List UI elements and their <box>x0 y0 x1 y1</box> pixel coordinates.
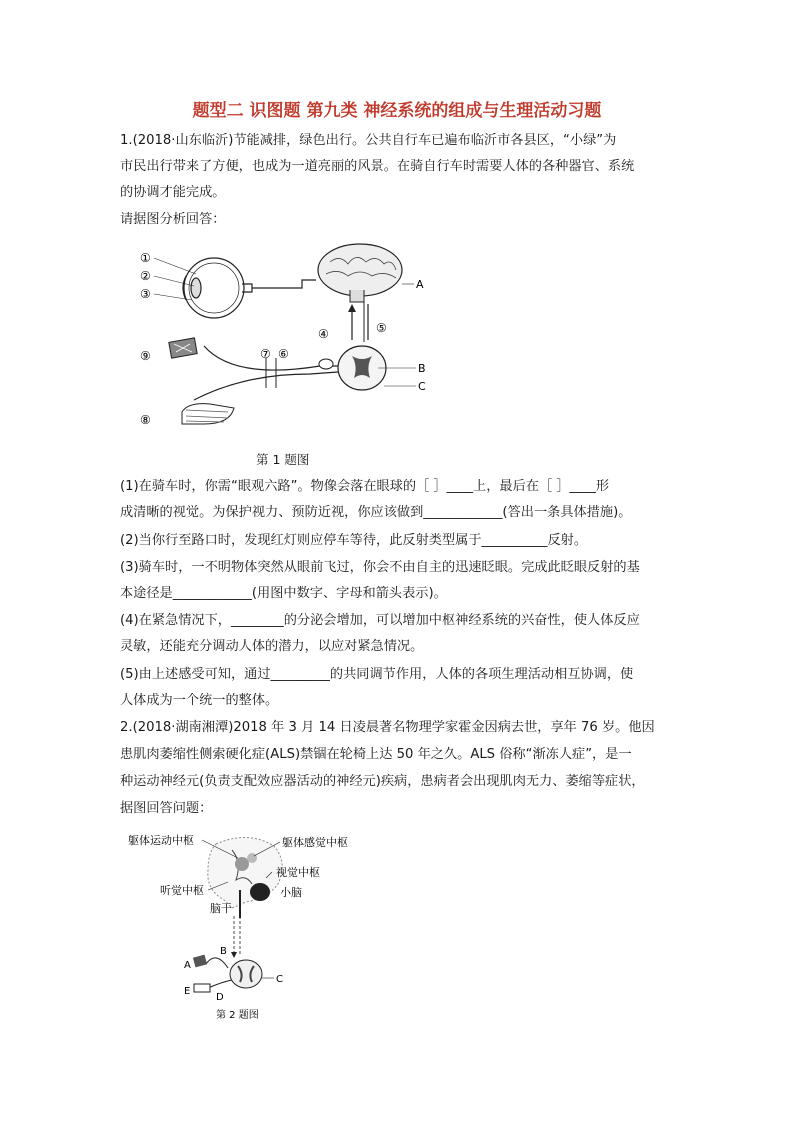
label-7: ⑦ <box>260 347 271 361</box>
label-brainstem: 脑干 <box>210 902 232 915</box>
label-A: A <box>184 960 191 971</box>
q1-sub1-line-1: (1)在骑车时，你需“眼观六路”。物像会落在眼球的［ ］____上，最后在［ ］____形 <box>120 479 610 494</box>
q2-prompt: 据图回答问题： <box>120 801 213 816</box>
q1-sub3-line-1: (3)骑车时，一不明物体突然从眼前飞过，你会不由自主的迅速眨眼。完成此眨眼反射的基 <box>120 560 640 575</box>
page-title: 题型二 识图题 第九类 神经系统的组成与生理活动习题 <box>192 101 602 121</box>
effector-muscle-figure <box>182 404 234 424</box>
label-E: E <box>184 986 191 997</box>
label-C: C <box>276 974 283 985</box>
label-motor-centre: 躯体运动中枢 <box>128 834 194 847</box>
receptor-skin-figure <box>169 338 197 358</box>
label-visual-centre: 视觉中枢 <box>276 866 320 879</box>
q1-text-line-1: 1.(2018·山东临沂)节能减排，绿色出行。公共自行车已遍布临沂市各县区，“小绿”为 <box>120 133 617 148</box>
reflex-arc-diagram <box>134 240 444 440</box>
label-auditory-centre: 听觉中枢 <box>160 884 204 897</box>
q2-text-line-1: 2.(2018·湖南湘潭)2018 年 3 月 14 日凌晨著名物理学家霍金因病去世，享年 76 岁。他因 <box>120 720 655 735</box>
q1-sub4-line-2: 灵敏，还能充分调动人体的潜力，以应对紧急情况。 <box>120 639 424 654</box>
eyeball-figure <box>183 258 252 318</box>
q1-text-line-3: 的协调才能完成。 <box>120 185 226 200</box>
label-D: D <box>216 992 224 1003</box>
label-1: ① <box>140 251 151 265</box>
label-8: ⑧ <box>140 413 151 427</box>
q1-sub2: (2)当你行至路口时，发现红灯则应停车等待，此反射类型属于__________反射。 <box>120 533 588 548</box>
q1-sub1-line-2: 成清晰的视觉。为保护视力、预防近视，你应该做到____________(答出一条具体措施)。 <box>120 505 632 520</box>
q1-sub5-line-1: (5)由上述感受可知，通过_________的共同调节作用，人体的各项生理活动相互协调，使 <box>120 667 634 682</box>
q1-text-line-2: 市民出行带来了方便，也成为一道亮丽的风景。在骑自行车时需要人体的各种器官、系统 <box>120 159 635 174</box>
q1-sub4-line-1: (4)在紧急情况下，________的分泌会增加，可以增加中枢神经系统的兴奋性，使人体反应 <box>120 613 640 628</box>
brain-centres-diagram <box>128 832 368 1022</box>
label-sensory-centre: 躯体感觉中枢 <box>282 836 348 849</box>
label-B: B <box>220 946 227 957</box>
q1-sub3-line-2: 本途径是____________(用图中数字、字母和箭头表示)。 <box>120 586 447 601</box>
q1-sub5-line-2: 人体成为一个统一的整体。 <box>120 693 279 708</box>
q1-prompt: 请据图分析回答： <box>120 212 226 227</box>
label-5: ⑤ <box>376 321 387 335</box>
figure-2-caption: 第 2 题图 <box>216 1010 259 1021</box>
label-9: ⑨ <box>140 349 151 363</box>
label-3: ③ <box>140 287 151 301</box>
label-6: ⑥ <box>278 347 289 361</box>
label-A: A <box>416 278 424 291</box>
q2-text-line-2: 患肌肉萎缩性侧索硬化症(ALS)禁锢在轮椅上达 50 年之久。ALS 俗称“渐冻人症”，是一 <box>120 747 632 762</box>
q2-text-line-3: 种运动神经元(负责支配效应器活动的神经元)疾病，患病者会出现肌肉无力、萎缩等症状， <box>120 774 645 789</box>
brain-figure <box>318 244 402 302</box>
label-2: ② <box>140 269 151 283</box>
label-C: C <box>418 380 426 393</box>
label-4: ④ <box>318 327 329 341</box>
label-B: B <box>418 362 426 375</box>
spinal-section-figure <box>230 960 262 988</box>
figure-1-caption: 第 1 题图 <box>256 452 310 467</box>
label-cerebellum: 小脑 <box>280 886 302 899</box>
